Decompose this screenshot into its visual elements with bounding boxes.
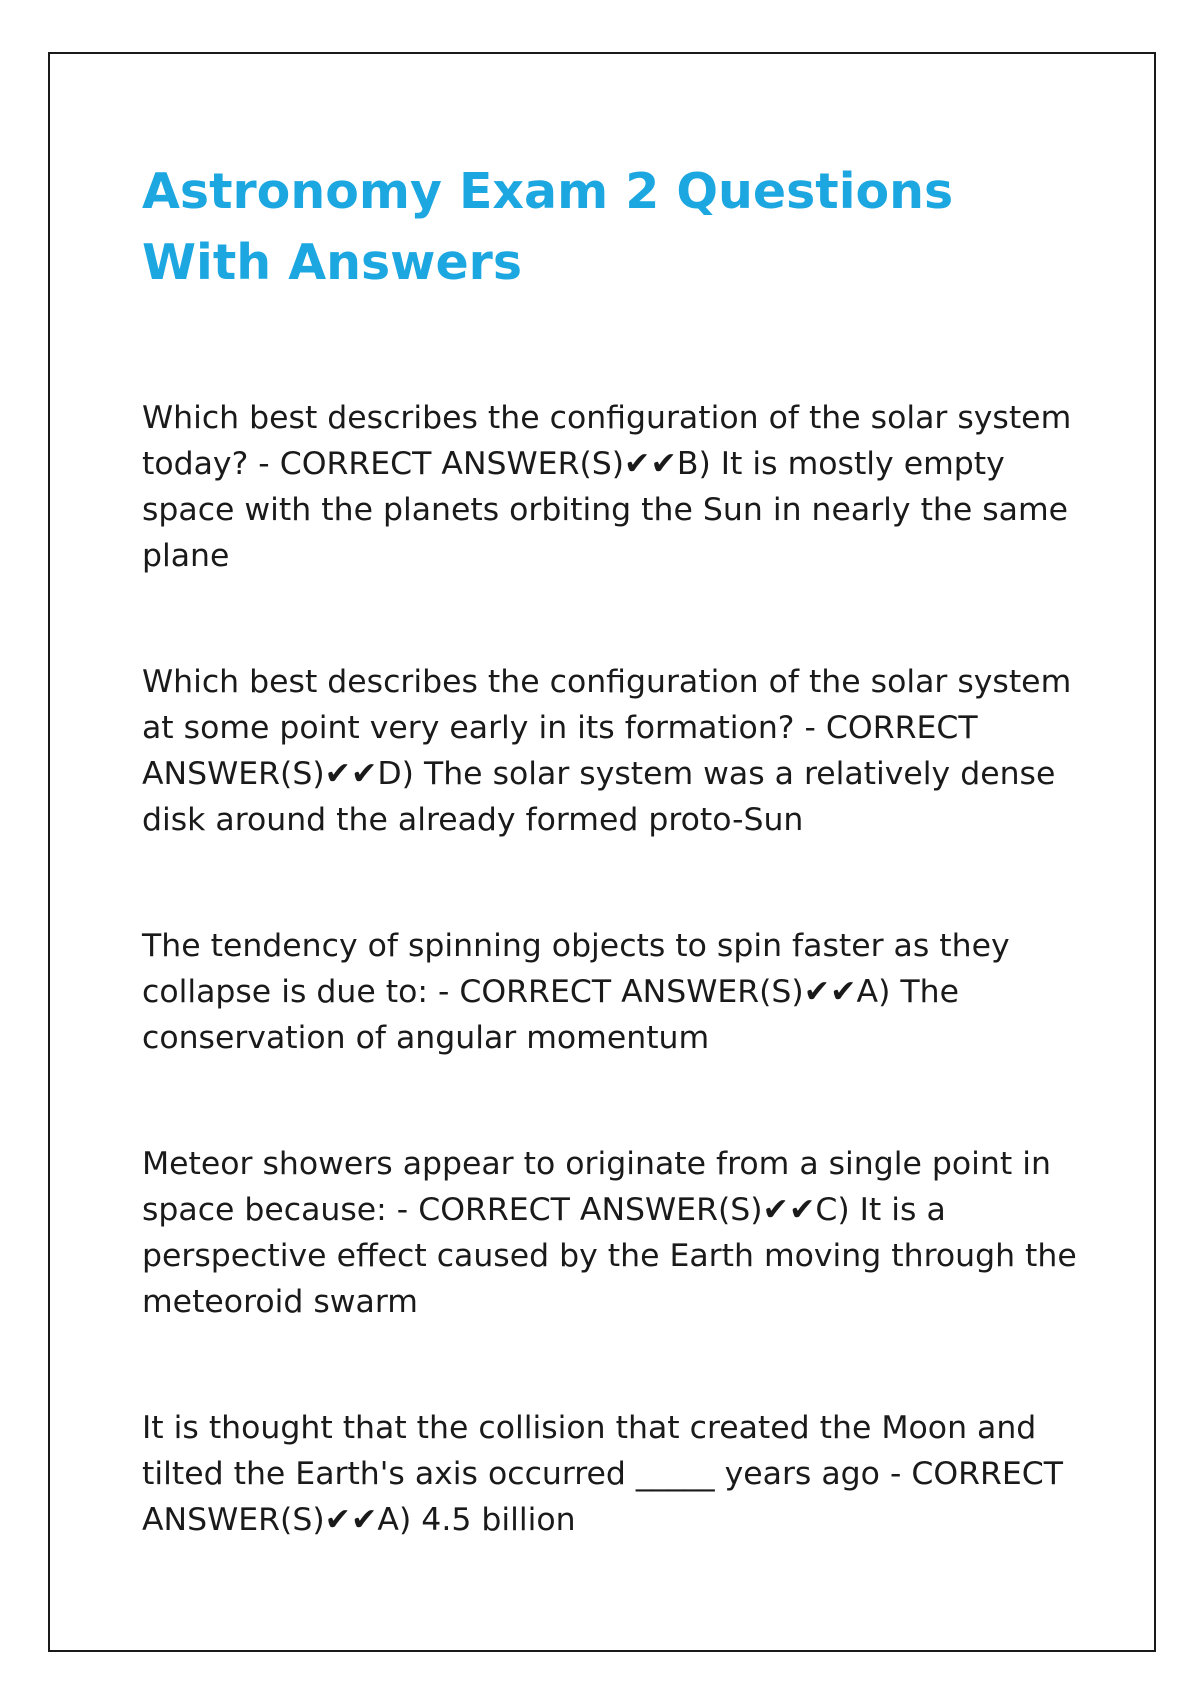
separator: - <box>794 710 826 746</box>
separator: - <box>386 1192 419 1228</box>
question-text: Which best describes the configuration of the solar system at some point very early in its formation? <box>142 664 1072 746</box>
correct-answer-label: CORRECT ANSWER(S) <box>142 1456 1064 1538</box>
question-text: Meteor showers appear to originate from a single point in space because: <box>142 1146 1051 1228</box>
correct-answer-label: CORRECT ANSWER(S) <box>142 710 978 792</box>
correct-answer-label: CORRECT ANSWER(S) <box>418 1192 763 1228</box>
separator: - <box>248 446 280 482</box>
question-text: It is thought that the collision that created the Moon and tilted the Earth's axis occurred _____ years ago <box>142 1410 1037 1492</box>
document-title: Astronomy Exam 2 Questions With Answers <box>142 163 954 291</box>
double-check-icon: ✔✔ <box>762 1192 816 1228</box>
double-check-icon: ✔✔ <box>624 446 677 482</box>
double-check-icon: ✔✔ <box>803 974 857 1010</box>
double-check-icon: ✔✔ <box>324 756 378 792</box>
question-text: Which best describes the configuration of the solar system today? <box>142 400 1072 482</box>
qa-item-5 <box>142 1405 1102 1543</box>
qa-item-3 <box>142 923 1102 1061</box>
separator: - <box>427 974 460 1010</box>
document-page <box>48 52 1156 1652</box>
question-text: The tendency of spinning objects to spin faster as they collapse is due to: <box>142 928 1010 1010</box>
double-check-icon: ✔✔ <box>324 1502 378 1538</box>
qa-item-4 <box>142 1141 1102 1325</box>
answer-text: B) It is mostly empty space with the planets orbiting the Sun in nearly the same plane <box>142 446 1069 574</box>
correct-answer-label: CORRECT ANSWER(S) <box>279 446 625 482</box>
answer-text: A) 4.5 billion <box>377 1502 576 1538</box>
separator: - <box>879 1456 912 1492</box>
correct-answer-label: CORRECT ANSWER(S) <box>459 974 804 1010</box>
answer-text: C) It is a perspective effect caused by the Earth moving through the meteoroid swarm <box>142 1192 1077 1320</box>
qa-item-2 <box>142 659 1102 843</box>
qa-item-1 <box>142 395 1102 579</box>
answer-text: D) The solar system was a relatively dense disk around the already formed proto-Sun <box>142 756 1056 838</box>
answer-text: A) The conservation of angular momentum <box>142 974 959 1056</box>
qa-list <box>142 395 1102 1543</box>
